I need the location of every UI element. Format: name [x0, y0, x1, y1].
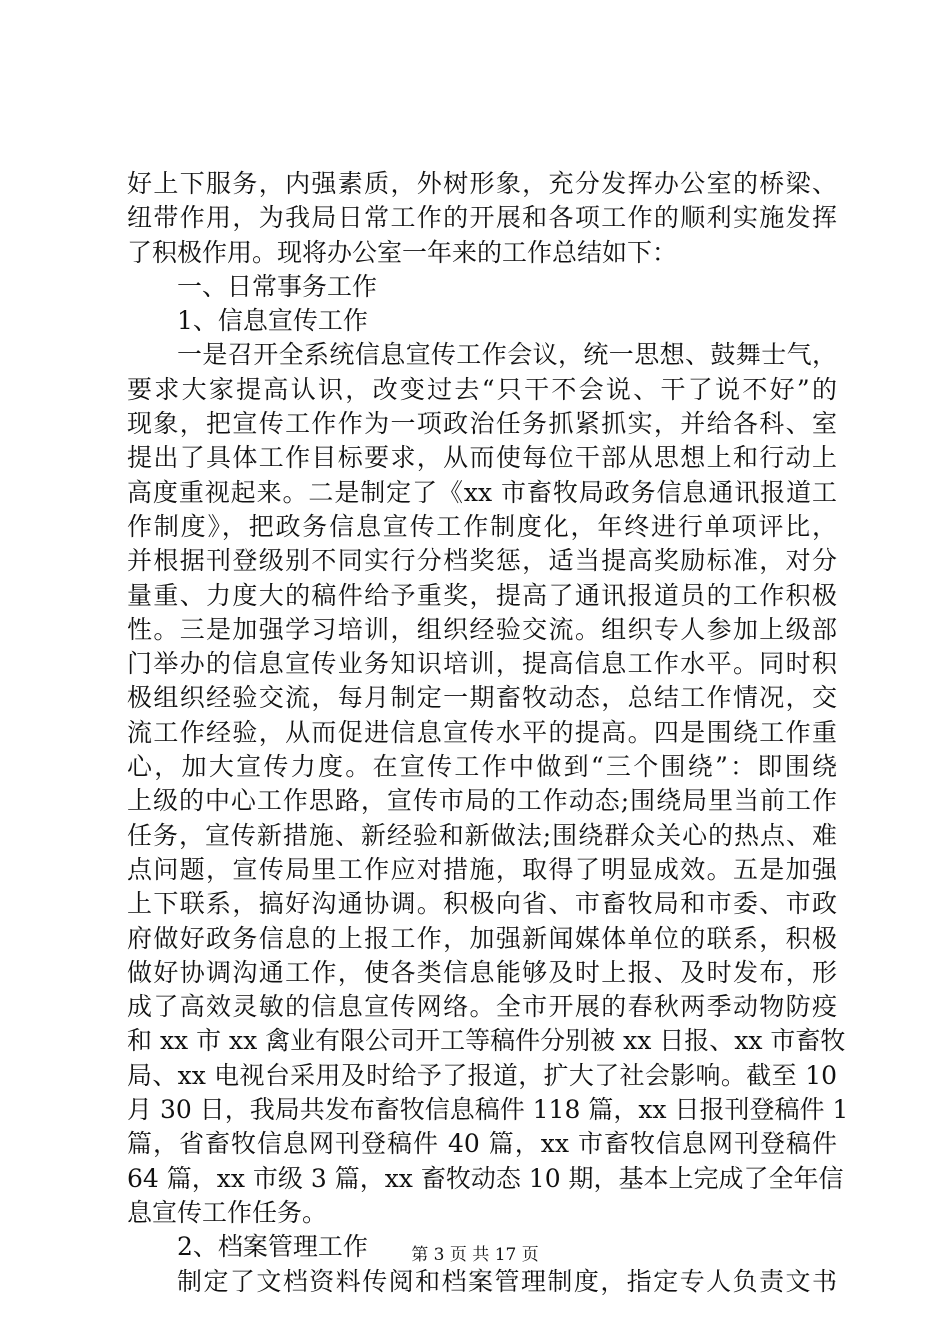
text-line: 门举办的信息宣传业务知识培训，提高信息工作水平。同时积: [127, 649, 837, 679]
paragraph-first-line: 一是召开全系统信息宣传工作会议，统一思想、鼓舞士气，: [177, 340, 837, 370]
text-line: 高度重视起来。二是制定了《xx 市畜牧局政务信息通讯报道工: [127, 477, 837, 507]
text-line: 作制度》，把政务信息宣传工作制度化，年终进行单项评比，: [127, 511, 837, 541]
page-number-footer: 第 3 页 共 17 页: [411, 1245, 539, 1265]
text-line: 上级的中心工作思路，宣传市局的工作动态;围绕局里当前工作: [127, 786, 837, 816]
text-line: 点问题，宣传局里工作应对措施，取得了明显成效。五是加强: [127, 854, 837, 884]
text-line: 性。三是加强学习培训，组织经验交流。组织专人参加上级部: [127, 614, 837, 644]
text-line: 好上下服务，内强素质，外树形象，充分发挥办公室的桥梁、: [127, 169, 837, 198]
text-line: 64 篇，xx 市级 3 篇，xx 畜牧动态 10 期，基本上完成了全年信: [127, 1163, 844, 1193]
paragraph-first-line: 1、信息宣传工作: [177, 306, 368, 336]
text-line: 流工作经验，从而促进信息宣传水平的提高。四是围绕工作重: [127, 717, 837, 747]
text-line: 做好协调沟通工作，使各类信息能够及时上报、及时发布，形: [127, 957, 837, 987]
text-line: 府做好政务信息的上报工作，加强新闻媒体单位的联系，积极: [127, 923, 837, 953]
text-line: 纽带作用，为我局日常工作的开展和各项工作的顺利实施发挥: [127, 203, 837, 233]
paragraph-first-line: 2、档案管理工作: [177, 1232, 368, 1262]
text-line: 量重、力度大的稿件给予重奖，提高了通讯报道员的工作积极: [127, 580, 837, 610]
text-line: 息宣传工作任务。: [127, 1197, 328, 1227]
text-line: 现象，把宣传工作作为一项政治任务抓紧抓实，并给各科、室: [127, 409, 837, 439]
document-body: [127, 167, 849, 1299]
text-line: 月 30 日，我局共发布畜牧信息稿件 118 篇，xx 日报刊登稿件 1: [127, 1095, 849, 1125]
text-line: 和 xx 市 xx 禽业有限公司开工等稿件分别被 xx 日报、xx 市畜牧: [127, 1026, 846, 1056]
text-line: 提出了具体工作目标要求，从而使每位干部从思想上和行动上: [127, 443, 837, 473]
text-line: 成了高效灵敏的信息宣传网络。全市开展的春秋两季动物防疫: [127, 992, 837, 1022]
paragraph-first-line: 制定了文档资料传阅和档案管理制度，指定专人负责文书: [177, 1266, 837, 1296]
text-line: 篇，省畜牧信息网刊登稿件 40 篇，xx 市畜牧信息网刊登稿件: [127, 1129, 837, 1159]
paragraph-first-line: 一、日常事务工作: [177, 271, 378, 301]
text-line: 局、xx 电视台采用及时给予了报道，扩大了社会影响。截至 10: [127, 1060, 837, 1090]
text-line: 了积极作用。现将办公室一年来的工作总结如下：: [127, 237, 678, 267]
text-line: 心，加大宣传力度。在宣传工作中做到“三个围绕”：即围绕: [127, 752, 837, 782]
text-line: 并根据刊登级别不同实行分档奖惩，适当提高奖励标准，对分: [127, 546, 837, 576]
text-line: 任务，宣传新措施、新经验和新做法;围绕群众关心的热点、难: [127, 820, 837, 850]
text-line: 要求大家提高认识，改变过去“只干不会说、干了说不好”的: [127, 374, 837, 404]
text-line: 极组织经验交流，每月制定一期畜牧动态，总结工作情况，交: [127, 683, 837, 713]
text-line: 上下联系，搞好沟通协调。积极向省、市畜牧局和市委、市政: [127, 889, 837, 919]
